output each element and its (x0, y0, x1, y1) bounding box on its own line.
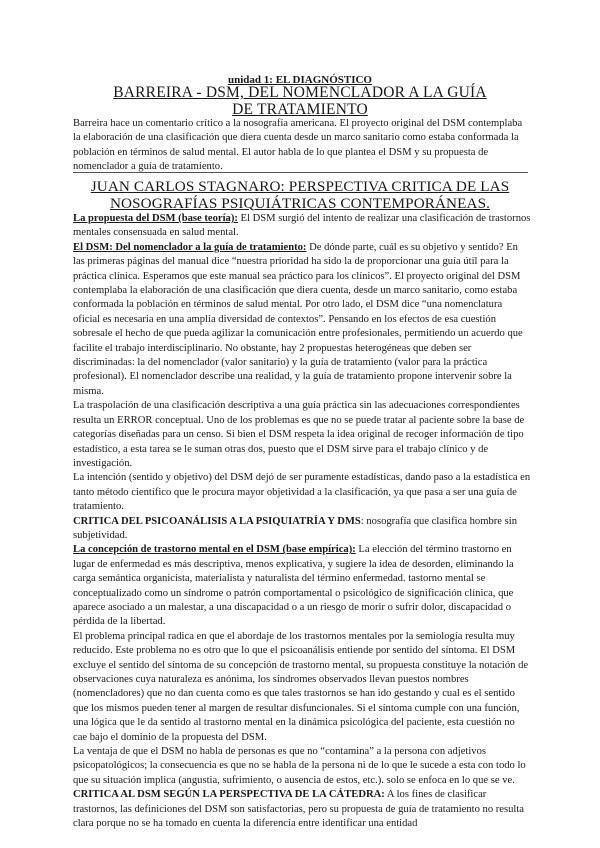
paragraph (73, 515, 531, 544)
section-title: JUAN CARLOS STAGNARO: PERSPECTIVA CRITICA DE LAS NOSOGRAFÍAS PSIQUIÁTRICAS CONTEMPORÁNEAS. (90, 178, 510, 212)
document-body (73, 212, 531, 831)
paragraph (73, 745, 531, 788)
paragraph-lead: CRITICA AL DSM SEGÚN LA PERSPECTIVA DE LA CÁTEDRA: (73, 789, 385, 801)
intro-paragraph: Barreira hace un comentario crítico a la nosografía americana. El proyecto original del DSM contemplaba la elaboración de una clasificación que diera cuenta desde un marco sanitario como estaba conformada la población en términos de salud mental. El autor habla de lo que plantea el DSM y su propuesta de nomenclador a guía de tratamiento. (73, 118, 523, 173)
paragraph-text: El DSM surgió del intento de realizar una clasificación de trastornos mentales consensuada en salud mental. (73, 213, 531, 239)
paragraph (73, 399, 531, 471)
paragraph-text: La elección del término trastorno en lugar de enfermedad es más descriptiva, menos explicativa, y sugiere la idea de desorden, eliminando la carga semántica organicista, materialista y naturalista del término enfermedad. tastorno mental se conceptualizado como un síndrome o patrón comportamental o psicológico de significación clínica, que aparece asociado a un malestar, a una discapacidad o a un riesgo de morir o sufrir dolor, discapacidad o pérdida de la libertad. (73, 544, 514, 628)
paragraph-text: : nosografía que clasifica hombre sin subjetividad. (73, 515, 517, 541)
paragraph (73, 212, 531, 241)
paragraph-text: La ventaja de que el DSM no habla de personas es que no “contamina” a la persona con adjetivos psicopatológicos; la consecuencia es que no se habla de la persona ni de lo que le sucede a esta con todo lo que su situación implica (angustia, sufrimiento, o ausencia de estos, etc.). solo se enfoca en lo que se ve. (73, 746, 526, 786)
page-title: BARREIRA - DSM, DEL NOMENCLADOR A LA GUÍA DE TRATAMIENTO (113, 84, 487, 118)
paragraph (73, 241, 531, 399)
unit-heading: unidad 1: EL DIAGNÓSTICO (228, 74, 372, 86)
paragraph-text: De dónde parte, cuál es su objetivo y sentido? En las primeras páginas del manual dice “nuestra prioridad ha sido la de proporcionar una guía útil para la práctica clínica. Esperamos que este manual sea práctico para los clínicos”. El proyecto original del DSM contemplaba la elaboración de una clasificación que diera cuenta, desde un marco sanitario, como estaba conformada la población en términos de salud mental. Por otro lado, el DSM dice “una nomenclatura oficial es necesaria en una amplia diversidad de contextos”. Pensando en los efectos de esa cuestión sobresale el hecho de que pueda agilizar la comunicación entre profesionales, permitiendo un acuerdo que facilite el trabajo interdisciplinario. No obstante, hay 2 propuestas heterogéneas que deben ser discriminadas: la del nomenclador (valor sanitario) y la guía de tratamiento (valor para la práctica profesional). El nomenclador describe una realidad, y la guía de tratamiento propone intervenir sobre la misma. (73, 241, 523, 397)
paragraph-text: El problema principal radica en que el abordaje de los trastornos mentales por la semiología resulta muy reducido. Este problema no es otro que lo que el psicoanálisis entiende por sentido del síntoma. El DSM excluye el sentido del síntoma de su concepción de trastorno mental, su propuesta constituye la notación de observaciones cuya naturaleza es anónima, los síndromes observados llevan puestos nombres (nomencladores) que no dan cuenta como es que tales trastornos se han ido gestando y cual es el sentido que los mismos pueden tener al margen de resultar disfuncionales. Si el síntoma cumple con una función, una lógica que le da sentido al trastorno mental en la dinámica psicológica del paciente, esta cuestión no cae bajo el dominio de la propuesta del DSM. (73, 630, 529, 743)
paragraph-lead: CRITICA DEL PSICOANÁLISIS A LA PSIQUIATRÍA Y DMS (73, 515, 361, 527)
paragraph-lead: La propuesta del DSM (base teoría): (73, 213, 238, 224)
paragraph-text: La intención (sentido y objetivo) del DSM dejó de ser puramente estadísticas, dando paso a la estadística en tanto método científico que le procura mayor objetividad a la clasificación, ya que pasa a ser una guía de tratamiento. (73, 472, 531, 513)
paragraph (73, 543, 531, 629)
paragraph (73, 630, 531, 745)
paragraph-text: La traspolación de una clasificación descriptiva a una guía práctica sin las adecuaciones correspondientes resulta un ERROR conceptual. Uno de los problemas es que no se puede tratar al paciente sobre la base de categorías diseñadas para un censo. Si bien el DSM respeta la idea original de recoger información de tipo estadístico, a esta tarea se le suman otras dos, puesto que el DSM sirve para el trabajo clínico y de investigación. (73, 400, 525, 469)
paragraph-text: A los fines de clasificar trastornos, las definiciones del DSM son satisfactorias, pero su propuesta de guía de tratamiento no resulta clara porque no se ha tomado en cuenta la diferencia entre identificar una entidad (73, 789, 525, 830)
paragraph (73, 788, 531, 831)
horizontal-divider (73, 172, 528, 173)
paragraph-lead: El DSM: Del nomenclador a la guía de tratamiento: (73, 241, 307, 253)
paragraph (73, 471, 531, 514)
paragraph-lead: La concepción de trastorno mental en el DSM (base empírica): (73, 544, 356, 556)
